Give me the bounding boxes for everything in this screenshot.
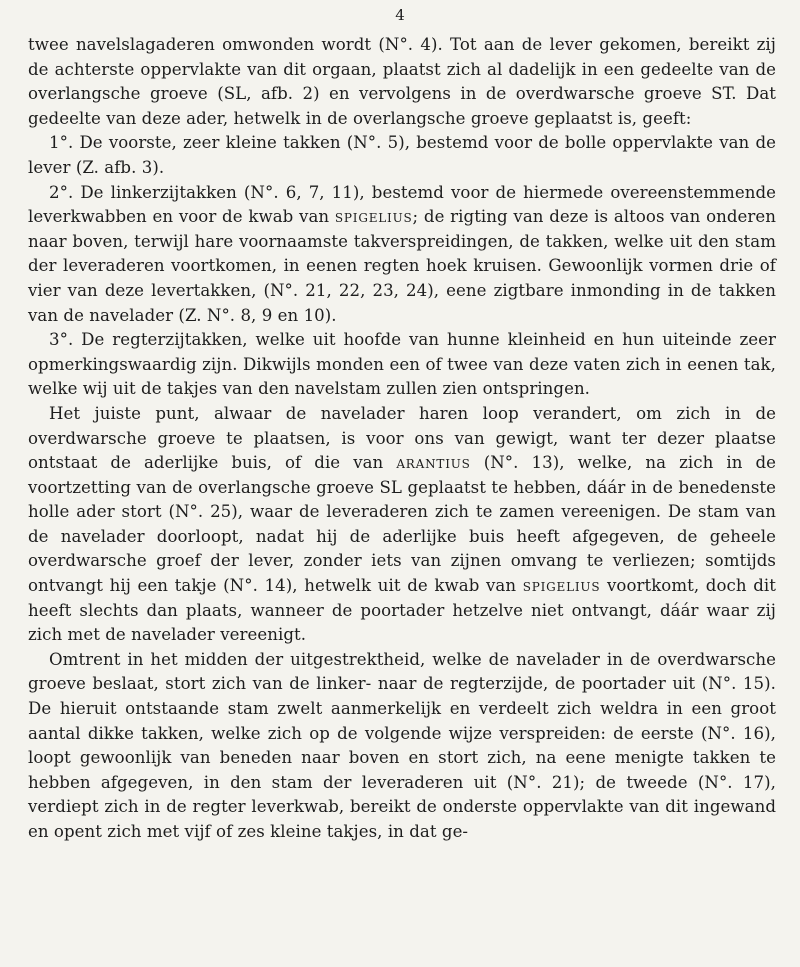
text-segment: Omtrent in het midden der uitgestrektheid, welke de navelader in de overdwarsche groeve beslaat, stort zich van de linker- naar de regterzijde, de poortader uit (N°. 15). De hieruit ontstaande stam zwelt aanmerkelijk en verdeelt zich weldra in een groot aantal dikke takken, welke zich op de volgende wijze verspreiden: de eerste (N°. 16), loopt gewoonlijk van beneden naar boven en stort zich, na eene menigte takken te hebben afgegeven, in den stam der leveraderen uit (N°. 21); de tweede (N°. 17), verdiept zich in de regter leverkwab, bereikt de onderste oppervlakte van dit ingewand en opent zich met vijf of zes kleine takjes, in dat ge- xyxy=(28,649,776,841)
text-segment: 3°. De regterzijtakken, welke uit hoofde van hunne kleinheid en hun uiteinde zeer opmerkingswaardig zijn. Dikwijls monden een of twee van deze vaten zich in eenen tak, welke wij uit de takjes van den navelstam zullen zien ontspringen. xyxy=(28,330,776,399)
paragraph xyxy=(28,328,776,402)
text-segment: (N°. 13), welke, na zich in de voortzetting van de overlangsche groeve SL geplaatst te hebben, dáár in de benedenste holle ader stort (N°. 25), waar de leveraderen zich te zamen vereenigen. De stam van de navelader doorloopt, nadat hij de aderlijke buis heeft afgegeven, de geheele overdwarsche groef der lever, zonder iets van zijnen omvang te verliezen; somtijds ontvangt hij een takje (N°. 14), hetwelk uit de kwab van xyxy=(28,453,776,596)
text-segment: twee navelslagaderen omwonden wordt (N°. 4). Tot aan de lever gekomen, bereikt zij de achterste oppervlakte van dit orgaan, plaatst zich al dadelijk in een gedeelte van de overlangsche groeve (SL, afb. 2) en vervolgens in de overdwarsche groeve ST. Dat gedeelte van deze ader, hetwelk in de overlangsche groeve geplaatst is, geeft: xyxy=(28,35,776,128)
paragraph xyxy=(28,402,776,648)
text-segment: 1°. De voorste, zeer kleine takken (N°. 5), bestemd voor de bolle oppervlakte van de lever (Z. afb. 3). xyxy=(28,133,776,177)
paragraph xyxy=(28,33,776,131)
paragraph xyxy=(28,648,776,845)
author-name: spigelius xyxy=(522,576,601,596)
paragraph xyxy=(28,181,776,329)
paragraph xyxy=(28,131,776,180)
text-segment: ; de rigting van deze is altoos van onderen naar boven, terwijl hare voornaamste takverspreidingen, de takken, welke uit den stam der leveraderen voortkomen, in eenen regten hoek kruisen. Gewoonlijk vormen drie of vier van deze levertakken, (N°. 21, 22, 23, 24), eene zigtbare inmonding in de takken van de navelader (Z. N°. 8, 9 en 10). xyxy=(28,207,777,325)
author-name: spigelius xyxy=(334,207,413,227)
text-segment: voortkomt, doch dit heeft slechts dan plaats, wanneer de poortader hetzelve niet ontvangt, dáár waar zij zich met de navelader vereenigt. xyxy=(28,576,776,645)
author-name: arantius xyxy=(396,453,471,473)
body-text xyxy=(28,33,776,845)
text-segment: Het juiste punt, alwaar de navelader haren loop verandert, om zich in de overdwarsche groeve te plaatsen, is voor ons van gewigt, want ter dezer plaatse ontstaat de aderlijke buis, of die van xyxy=(28,403,776,473)
text-segment: 2°. De linkerzijtakken (N°. 6, 7, 11), bestemd voor de hiermede overeenstemmende leverkwabben en voor de kwab van xyxy=(28,182,776,227)
page-number: 4 xyxy=(395,6,405,24)
